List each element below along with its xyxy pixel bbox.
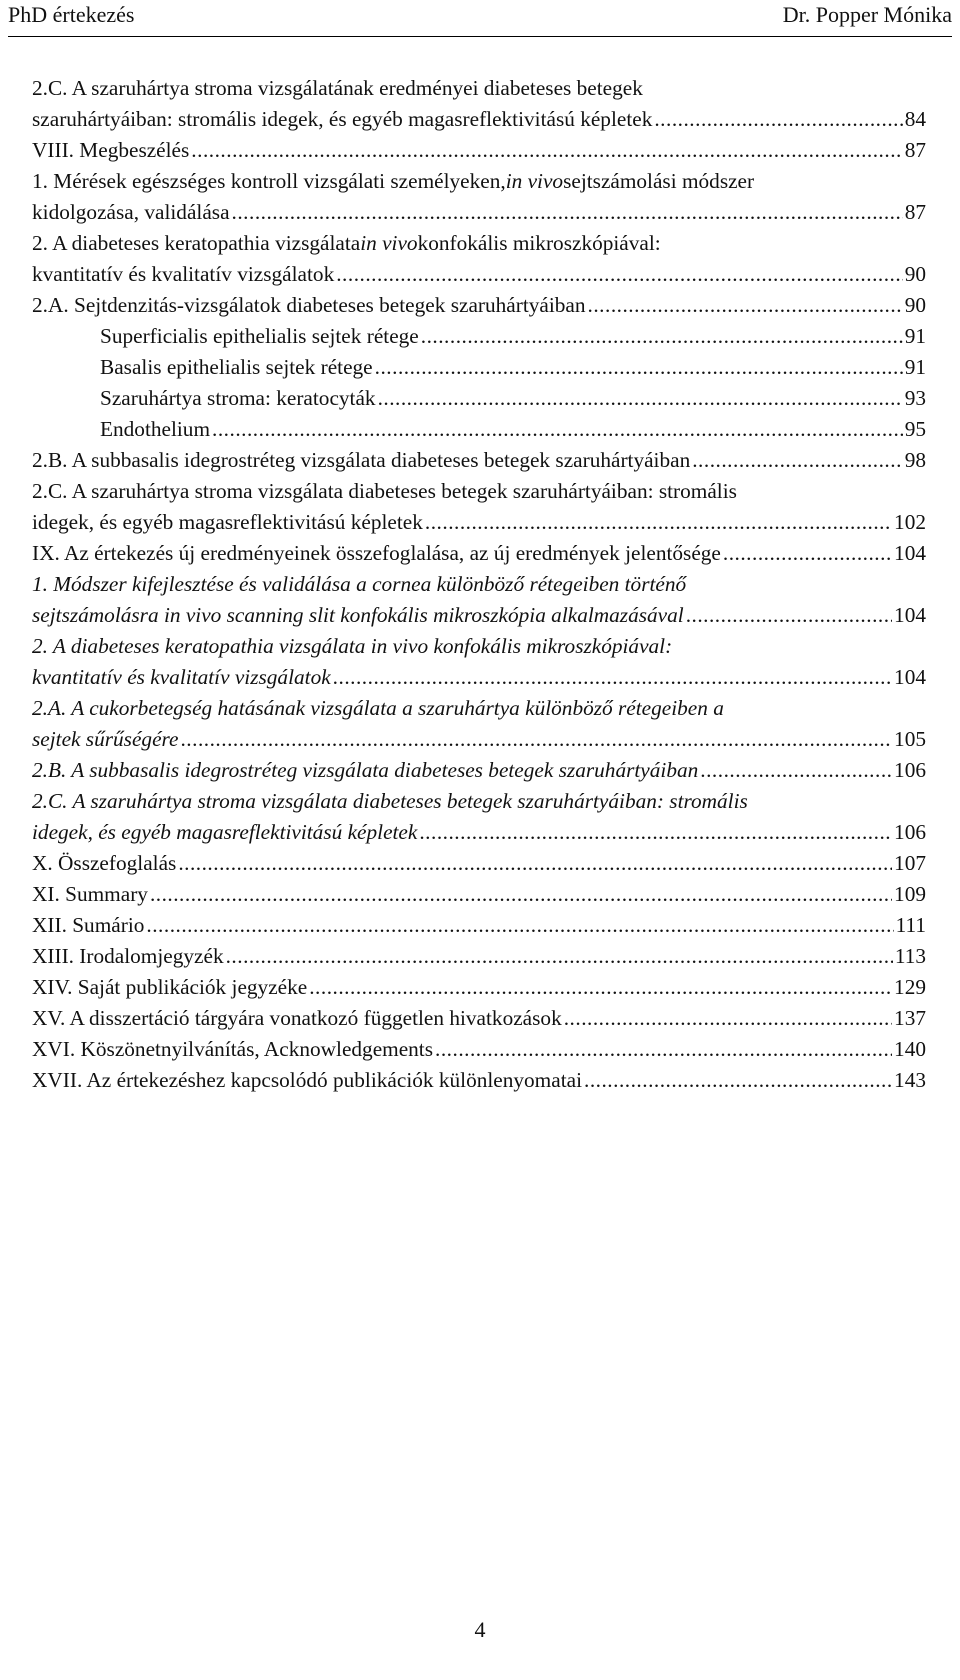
toc-entry[interactable] xyxy=(32,287,926,318)
toc-page-number: 91 xyxy=(904,324,926,348)
dot-leader xyxy=(232,199,903,225)
dot-leader xyxy=(150,881,892,907)
toc-page-number: 104 xyxy=(894,665,926,689)
toc-entry-text: Basalis epithelialis sejtek rétege xyxy=(100,355,373,379)
toc-entry-text: kidolgozása, validálása xyxy=(32,200,230,224)
toc-page-number: 95 xyxy=(904,417,926,441)
toc-page-number: 143 xyxy=(894,1068,926,1092)
toc-entry-text-italic: in vivo xyxy=(360,231,418,255)
toc-entry-text: kvantitatív és kvalitatív vizsgálatok xyxy=(32,262,335,286)
toc-entry[interactable] xyxy=(32,318,926,349)
toc-entry[interactable] xyxy=(32,969,926,1000)
toc-entry[interactable] xyxy=(32,380,926,411)
toc-entry-text: idegek, és egyéb magasreflektivitású képletek xyxy=(32,510,423,534)
toc-entry[interactable] xyxy=(32,597,926,628)
toc-entry-text-part: 1. Mérések egészséges kontroll vizsgálati személyeken, xyxy=(32,169,506,193)
dot-leader xyxy=(435,1036,892,1062)
toc-entry-text xyxy=(32,225,926,256)
toc-entry[interactable] xyxy=(32,256,926,287)
toc-entry-text: Szaruhártya stroma: keratocyták xyxy=(100,386,376,410)
toc-entry-text: IX. Az értekezés új eredményeinek összefoglalása, az új eredmények jelentősége xyxy=(32,541,721,565)
toc-page-number: 98 xyxy=(904,448,926,472)
toc-entry-text: XV. A disszertáció tárgyára vonatkozó független hivatkozások xyxy=(32,1006,562,1030)
dot-leader xyxy=(333,664,892,690)
dot-leader xyxy=(336,261,902,287)
dot-leader xyxy=(375,354,903,380)
toc-entry[interactable] xyxy=(32,876,926,907)
toc-entry[interactable] xyxy=(32,1031,926,1062)
toc-entry-text: XIV. Saját publikációk jegyzéke xyxy=(32,975,308,999)
toc-entry[interactable] xyxy=(32,1062,926,1093)
toc-entry-text-part: sejtszámolási módszer xyxy=(563,169,755,193)
header-title: PhD értekezés xyxy=(8,2,135,27)
dot-leader xyxy=(686,602,892,628)
toc-entry[interactable] xyxy=(32,845,926,876)
dot-leader xyxy=(178,850,892,876)
toc-entry-text: Superficialis epithelialis sejtek rétege xyxy=(100,324,419,348)
toc-entry[interactable] xyxy=(32,752,926,783)
dot-leader xyxy=(588,292,903,318)
dot-leader xyxy=(146,912,893,938)
dot-leader xyxy=(654,106,902,132)
toc-page-number: 107 xyxy=(894,851,926,875)
dot-leader xyxy=(425,509,892,535)
toc-entry[interactable] xyxy=(32,535,926,566)
toc-entry-text: XVII. Az értekezéshez kapcsolódó publikációk különlenyomatai xyxy=(32,1068,582,1092)
toc-entry[interactable] xyxy=(32,938,926,969)
toc-page-number: 90 xyxy=(904,262,926,286)
table-of-contents xyxy=(32,70,926,1093)
toc-entry-text: 2.C. A szaruhártya stroma vizsgálatának eredményei diabeteses betegek xyxy=(32,76,643,100)
toc-entry[interactable] xyxy=(32,132,926,163)
toc-entry-text: 2.C. A szaruhártya stroma vizsgálata diabeteses betegek szaruhártyáiban: stromális xyxy=(32,789,748,813)
toc-page-number: 84 xyxy=(904,107,926,131)
toc-page-number: 111 xyxy=(895,913,926,937)
toc-entry-text: 2. A diabeteses keratopathia vizsgálata in vivo konfokális mikroszkópiával: xyxy=(32,634,673,658)
toc-page-number: 87 xyxy=(904,138,926,162)
toc-page-number: 104 xyxy=(894,541,926,565)
dot-leader xyxy=(584,1067,892,1093)
toc-page-number: 129 xyxy=(894,975,926,999)
toc-entry-text-part: 2. A diabeteses keratopathia vizsgálata xyxy=(32,231,361,255)
toc-entry-text xyxy=(32,163,926,194)
toc-entry-text: XII. Sumário xyxy=(32,913,145,937)
page-number: 4 xyxy=(474,1617,486,1642)
toc-entry-text: 1. Módszer kifejlesztése és validálása a cornea különböző rétegeiben történő xyxy=(32,572,687,596)
toc-entry[interactable] xyxy=(32,442,926,473)
toc-page-number: 102 xyxy=(894,510,926,534)
toc-entry-text-italic: in vivo xyxy=(505,169,564,193)
dot-leader xyxy=(419,819,892,845)
toc-entry[interactable] xyxy=(32,411,926,442)
toc-entry-text: sejtek sűrűségére xyxy=(32,727,179,751)
dot-leader xyxy=(692,447,902,473)
toc-page-number: 113 xyxy=(894,944,926,968)
toc-entry[interactable] xyxy=(32,907,926,938)
toc-entry[interactable] xyxy=(32,101,926,132)
dot-leader xyxy=(700,757,892,783)
toc-entry-text: 2.C. A szaruhártya stroma vizsgálata diabeteses betegek szaruhártyáiban: stromális xyxy=(32,479,737,503)
toc-page-number: 137 xyxy=(894,1006,926,1030)
toc-entry-text: szaruhártyáiban: stromális idegek, és egyéb magasreflektivitású képletek xyxy=(32,107,653,131)
dot-leader xyxy=(191,137,902,163)
dot-leader xyxy=(226,943,893,969)
toc-page-number: 140 xyxy=(894,1037,926,1061)
toc-entry-text: sejtszámolásra in vivo scanning slit konfokális mikroszkópia alkalmazásával xyxy=(32,603,684,627)
dot-leader xyxy=(309,974,892,1000)
toc-page-number: 93 xyxy=(904,386,926,410)
toc-entry[interactable] xyxy=(32,194,926,225)
dot-leader xyxy=(378,385,903,411)
toc-entry[interactable] xyxy=(32,1000,926,1031)
toc-entry-text: XVI. Köszönetnyilvánítás, Acknowledgements xyxy=(32,1037,434,1061)
toc-entry[interactable] xyxy=(32,814,926,845)
dot-leader xyxy=(212,416,903,442)
toc-entry-text: XIII. Irodalomjegyzék xyxy=(32,944,224,968)
page-header xyxy=(8,0,952,37)
toc-entry-text: kvantitatív és kvalitatív vizsgálatok xyxy=(32,665,331,689)
toc-entry[interactable] xyxy=(32,659,926,690)
toc-entry[interactable] xyxy=(32,349,926,380)
toc-page-number: 87 xyxy=(904,200,926,224)
toc-page-number: 106 xyxy=(894,758,926,782)
toc-page-number: 109 xyxy=(894,882,926,906)
dot-leader xyxy=(723,540,892,566)
toc-entry[interactable] xyxy=(32,721,926,752)
toc-page-number: 105 xyxy=(894,727,926,751)
toc-entry-text: XI. Summary xyxy=(32,882,148,906)
toc-entry-text: Endothelium xyxy=(100,417,211,441)
toc-entry-text-part: konfokális mikroszkópiával: xyxy=(417,231,661,255)
toc-entry[interactable] xyxy=(32,504,926,535)
toc-page-number: 91 xyxy=(904,355,926,379)
toc-entry-text: 2.A. Sejtdenzitás-vizsgálatok diabeteses betegek szaruhártyáiban xyxy=(32,293,586,317)
toc-page-number: 104 xyxy=(894,603,926,627)
header-author: Dr. Popper Mónika xyxy=(782,2,952,27)
toc-page-number: 90 xyxy=(904,293,926,317)
toc-entry-text: X. Összefoglalás xyxy=(32,851,177,875)
toc-page-number: 106 xyxy=(894,820,926,844)
toc-entry-text: VIII. Megbeszélés xyxy=(32,138,190,162)
toc-entry-text: idegek, és egyéb magasreflektivitású képletek xyxy=(32,820,418,844)
toc-entry-text: 2.B. A subbasalis idegrostréteg vizsgálata diabeteses betegek szaruhártyáiban xyxy=(32,758,699,782)
toc-entry-text: 2.B. A subbasalis idegrostréteg vizsgálata diabeteses betegek szaruhártyáiban xyxy=(32,448,691,472)
dot-leader xyxy=(564,1005,892,1031)
toc-entry-text: 2.A. A cukorbetegség hatásának vizsgálata a szaruhártya különböző rétegeiben a xyxy=(32,696,724,720)
dot-leader xyxy=(421,323,903,349)
dot-leader xyxy=(180,726,892,752)
